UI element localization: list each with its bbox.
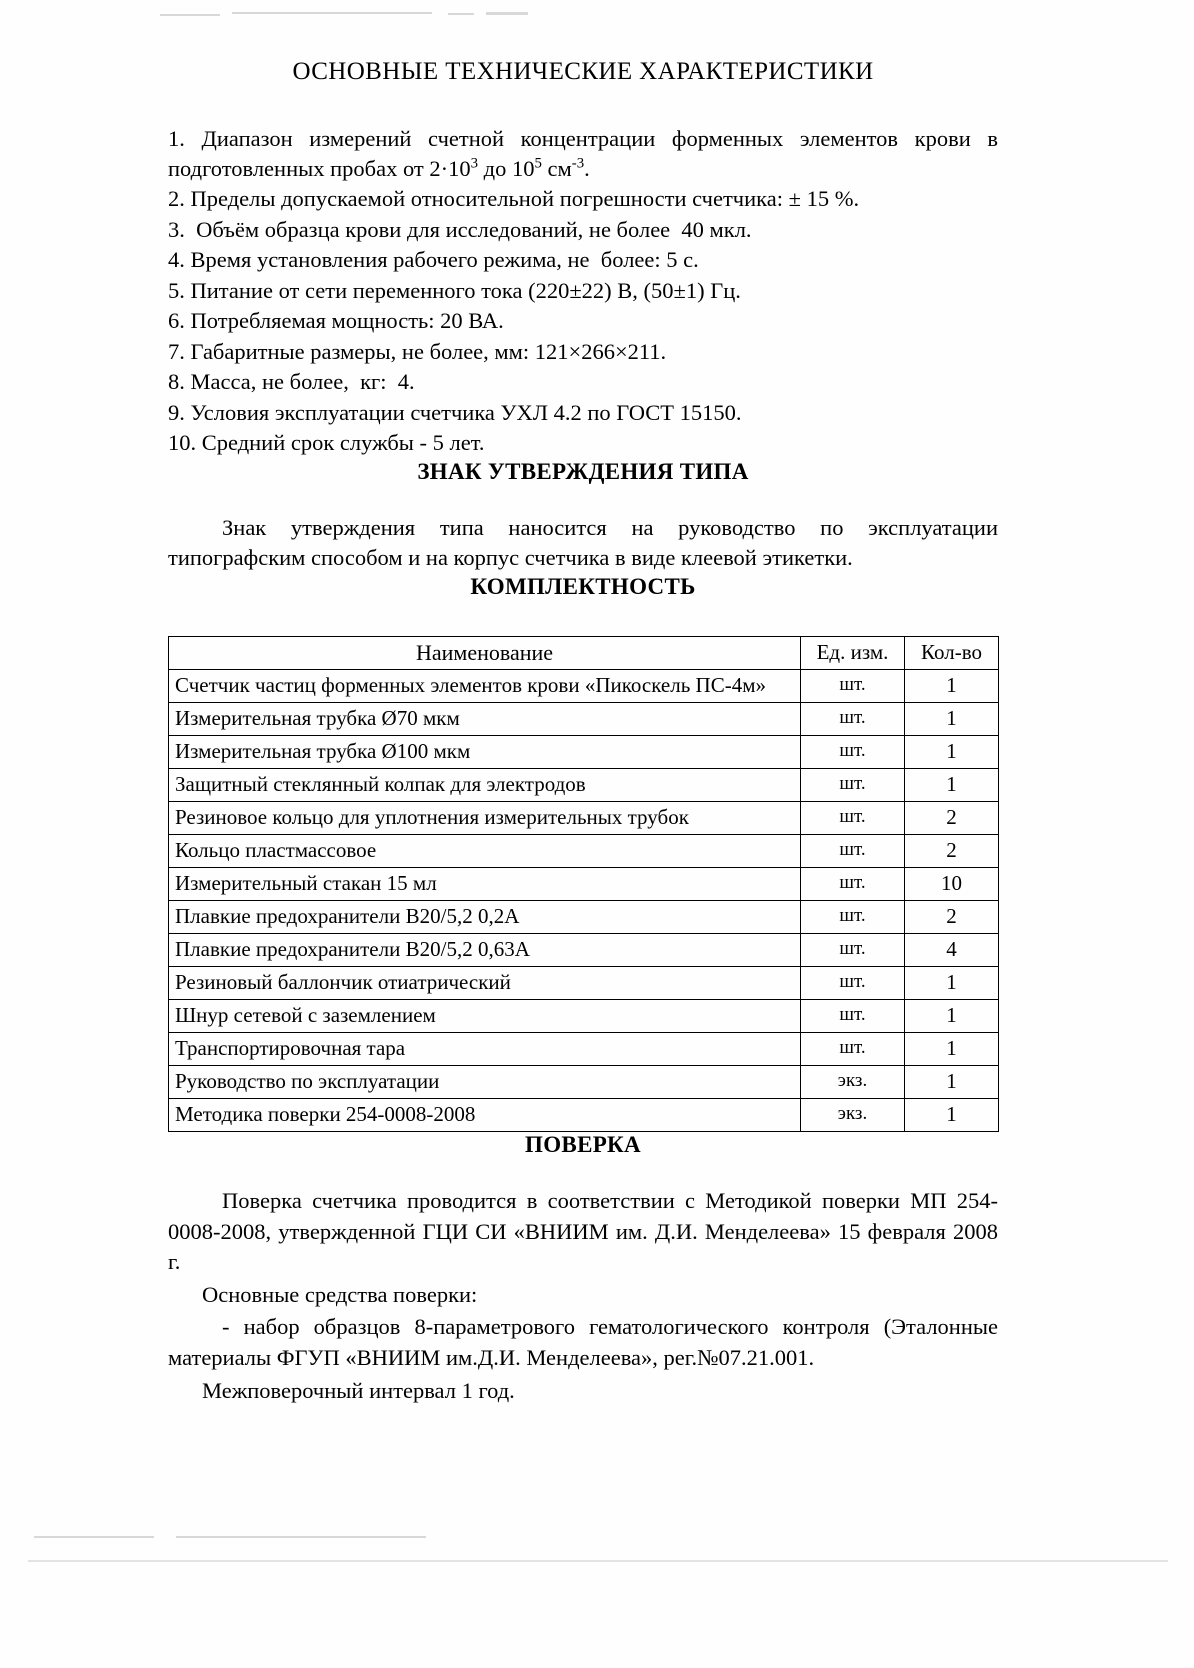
cell-name: Методика поверки 254-0008-2008 (169, 1099, 801, 1132)
column-header-name: Наименование (169, 637, 801, 670)
cell-quantity: 1 (905, 769, 999, 802)
table-row (169, 703, 999, 736)
cell-unit: шт. (801, 901, 905, 934)
cell-quantity: 1 (905, 703, 999, 736)
cell-quantity: 10 (905, 868, 999, 901)
cell-name: Кольцо пластмассовое (169, 835, 801, 868)
cell-unit: шт. (801, 868, 905, 901)
spec-item-10: 10. Средний срок службы - 5 лет. (168, 430, 485, 456)
spec-item-9: 9. Условия эксплуатации счетчика УХЛ 4.2 по ГОСТ 15150. (168, 399, 742, 425)
verification-paragraph-2: Основные средства поверки: (202, 1281, 478, 1307)
spec-item-1-exponent-b: 5 (534, 155, 542, 172)
spec-item-1-exponent-c: -3 (571, 155, 585, 172)
spec-item-1-exponent-a: 3 (470, 155, 479, 172)
document-content (168, 0, 998, 1406)
column-header-unit: Ед. изм. (801, 637, 905, 670)
table-row (169, 1066, 999, 1099)
spec-item-1 (168, 124, 998, 185)
table-row (169, 835, 999, 868)
cell-quantity: 4 (905, 934, 999, 967)
spec-item-1-prefix: 1. Диапазон измерений счетной концентрации форменных элементов крови в подготовленных пробах от 2·10 (168, 125, 998, 181)
cell-name: Шнур сетевой с заземлением (169, 1000, 801, 1033)
cell-unit: экз. (801, 1066, 905, 1099)
completeness-table (168, 636, 999, 1132)
cell-quantity: 1 (905, 1066, 999, 1099)
scan-artifact-bottom (34, 1536, 154, 1538)
cell-unit: шт. (801, 736, 905, 769)
spec-item-1-unit: см (541, 155, 572, 181)
cell-name: Резиновое кольцо для уплотнения измерительных трубок (169, 802, 801, 835)
table-row (169, 802, 999, 835)
spec-item-5: 5. Питание от сети переменного тока (220±22) В, (50±1) Гц. (168, 277, 741, 303)
cell-quantity: 2 (905, 802, 999, 835)
spec-item-1-suffix: . (584, 155, 590, 181)
technical-specifications-list (168, 124, 998, 459)
cell-quantity: 1 (905, 670, 999, 703)
spec-item-7: 7. Габаритные размеры, не более, мм: 121×266×211. (168, 338, 667, 364)
cell-unit: шт. (801, 769, 905, 802)
table-row (169, 868, 999, 901)
table-row (169, 967, 999, 1000)
cell-unit: экз. (801, 1099, 905, 1132)
cell-name: Руководство по эксплуатации (169, 1066, 801, 1099)
spec-item-1-mid: до 10 (478, 155, 535, 181)
cell-quantity: 1 (905, 1000, 999, 1033)
cell-unit: шт. (801, 967, 905, 1000)
verification-paragraph-3: - набор образцов 8-параметрового гематологического контроля (Эталонные материалы ФГУП «ВНИИМ им.Д.И. Менделеева», рег.№07.21.001. (168, 1314, 998, 1370)
cell-name: Измерительная трубка Ø70 мкм (169, 703, 801, 736)
table-row (169, 1000, 999, 1033)
cell-name: Транспортировочная тара (169, 1033, 801, 1066)
cell-quantity: 1 (905, 736, 999, 769)
completeness-table-body (169, 670, 999, 1132)
cell-unit: шт. (801, 934, 905, 967)
table-row (169, 934, 999, 967)
spec-item-8: 8. Масса, не более, кг: 4. (168, 369, 415, 395)
cell-unit: шт. (801, 703, 905, 736)
table-row (169, 670, 999, 703)
cell-quantity: 1 (905, 967, 999, 1000)
cell-unit: шт. (801, 670, 905, 703)
cell-quantity: 1 (905, 1099, 999, 1132)
column-header-quantity: Кол-во (905, 637, 999, 670)
cell-name: Защитный стеклянный колпак для электродов (169, 769, 801, 802)
cell-name: Плавкие предохранители В20/5,2 0,63А (169, 934, 801, 967)
table-row (169, 1033, 999, 1066)
verification-paragraph-1: Поверка счетчика проводится в соответствии с Методикой поверки МП 254-0008-2008, утвержденной ГЦИ СИ «ВНИИМ им. Д.И. Менделеева» 15 февраля 2008 г. (168, 1188, 998, 1275)
cell-unit: шт. (801, 802, 905, 835)
cell-name: Резиновый баллончик отиатрический (169, 967, 801, 1000)
cell-unit: шт. (801, 1000, 905, 1033)
type-mark-paragraph: Знак утверждения типа наносится на руководство по эксплуатации типографским способом и на корпус счетчика в виде клеевой этикетки. (168, 514, 998, 571)
page-title: ОСНОВНЫЕ ТЕХНИЧЕСКИЕ ХАРАКТЕРИСТИКИ (292, 58, 874, 85)
cell-unit: шт. (801, 1033, 905, 1066)
scan-artifact-bottom (176, 1536, 426, 1538)
cell-quantity: 2 (905, 835, 999, 868)
section-heading-completeness: КОМПЛЕКТНОСТЬ (470, 574, 696, 600)
cell-name: Измерительная трубка Ø100 мкм (169, 736, 801, 769)
cell-quantity: 2 (905, 901, 999, 934)
table-row (169, 769, 999, 802)
spec-item-6: 6. Потребляемая мощность: 20 ВА. (168, 308, 504, 334)
table-row (169, 1099, 999, 1132)
cell-name: Счетчик частиц форменных элементов крови «Пикоскель ПС-4м» (169, 670, 801, 703)
cell-unit: шт. (801, 835, 905, 868)
table-row (169, 736, 999, 769)
cell-name: Измерительный стакан 15 мл (169, 868, 801, 901)
table-row (169, 901, 999, 934)
cell-quantity: 1 (905, 1033, 999, 1066)
section-heading-verification: ПОВЕРКА (525, 1132, 641, 1158)
cell-name: Плавкие предохранители В20/5,2 0,2А (169, 901, 801, 934)
scan-artifact-bottom (28, 1560, 1168, 1562)
section-heading-type-mark: ЗНАК УТВЕРЖДЕНИЯ ТИПА (417, 458, 749, 484)
table-header-row (169, 637, 999, 670)
spec-item-3: 3. Объём образца крови для исследований, не более 40 мкл. (168, 216, 752, 242)
verification-paragraph-4: Межповерочный интервал 1 год. (202, 1377, 515, 1403)
spec-item-2: 2. Пределы допускаемой относительной погрешности счетчика: ± 15 %. (168, 186, 860, 212)
spec-item-4: 4. Время установления рабочего режима, не более: 5 с. (168, 247, 699, 273)
